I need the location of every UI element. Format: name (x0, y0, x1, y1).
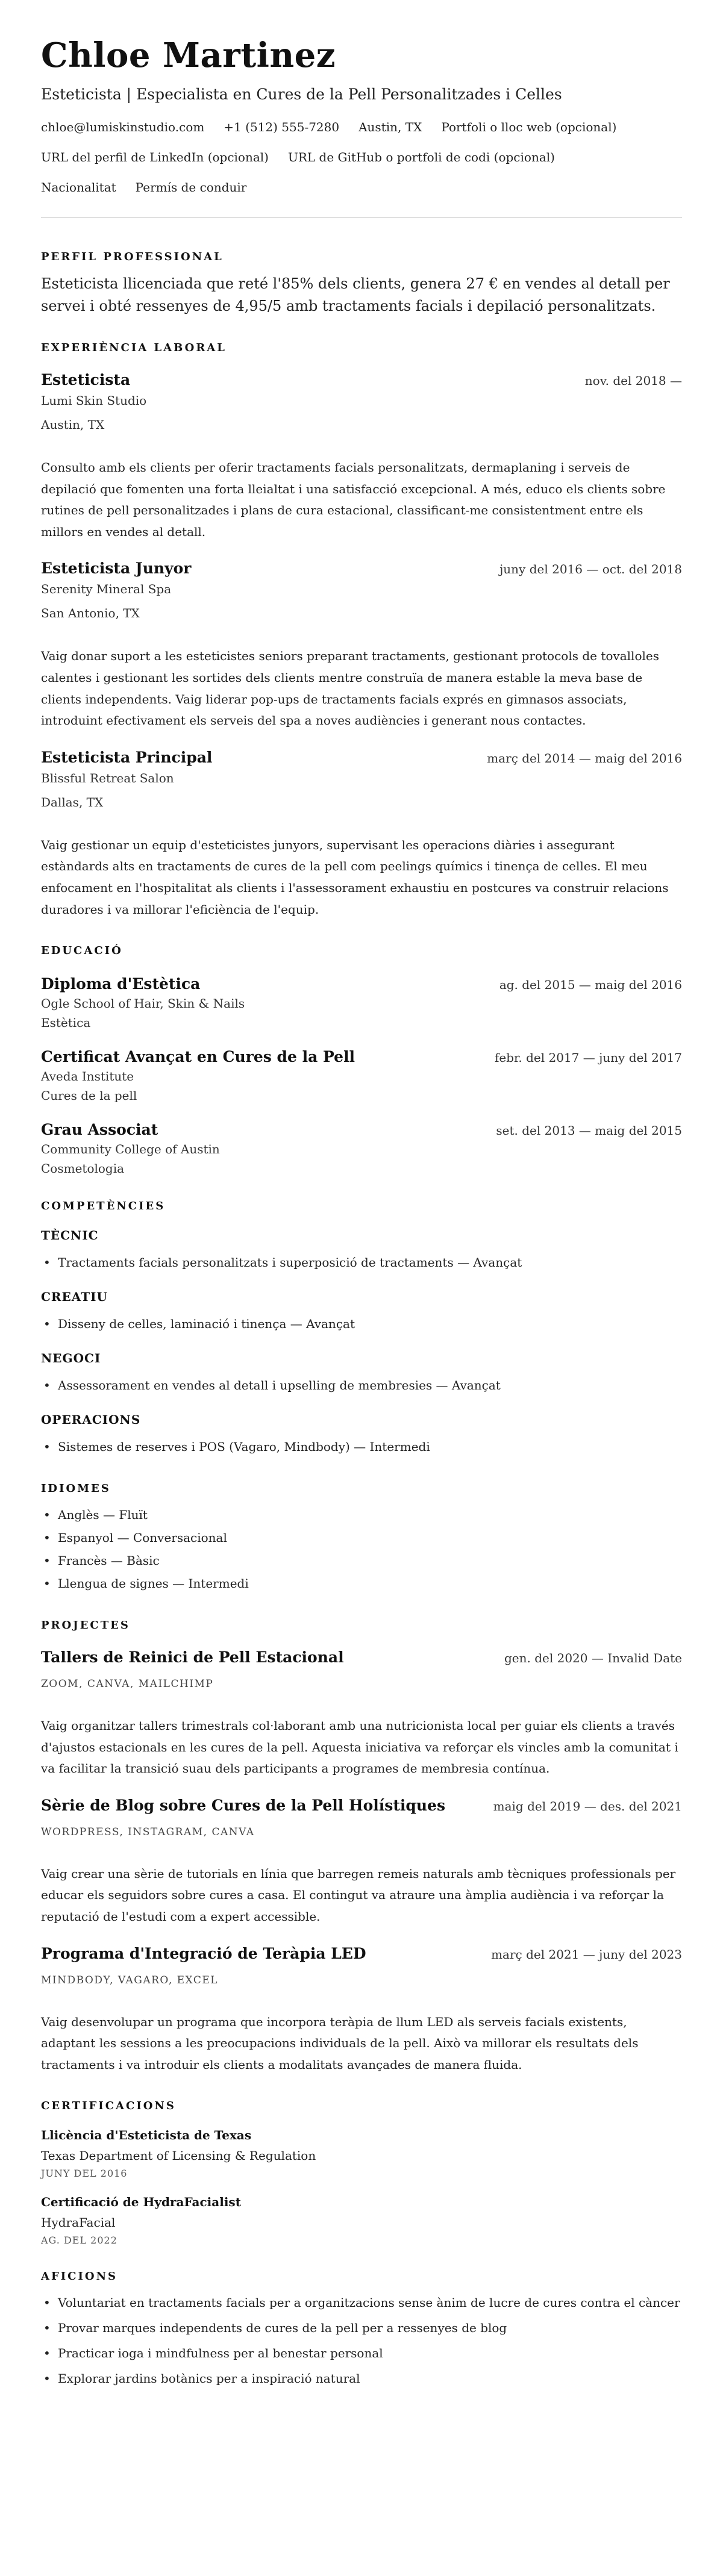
skill-group-title: NEGOCI (41, 1351, 101, 1366)
project-entry (41, 1797, 682, 1928)
field-of-study: Cosmetologia (41, 1161, 125, 1176)
project-entry (41, 1648, 682, 1780)
job-location: San Antonio, TX (41, 606, 140, 621)
section-title: EXPERIÈNCIA LABORAL (41, 341, 227, 354)
job-dates: març del 2014 — maig del 2016 (487, 750, 682, 766)
job-dates: nov. del 2018 — (584, 373, 682, 388)
certification-date: JUNY DEL 2016 (41, 2168, 128, 2180)
education-entry (41, 1121, 682, 1176)
job-description: Vaig gestionar un equip d'esteticistes junyors, supervisant les operacions diàries i assegurant estàndards alts en tractaments de cures de la pell com peelings químics i tinença de celles. El meu enfocament en l'hospitalitat als clients i l'assessorament exhaustiu en postcures va construir relacions duradores i va millorar l'eficiència de l'equip. (41, 837, 669, 917)
header-divider (41, 217, 682, 218)
company-name: Lumi Skin Studio (41, 393, 147, 408)
school-name: Ogle School of Hair, Skin & Nails (41, 996, 245, 1011)
school-name: Community College of Austin (41, 1142, 220, 1157)
nationality-text: Nacionalitat (41, 179, 116, 195)
education-dates: set. del 2013 — maig del 2015 (496, 1123, 682, 1138)
degree-title: Grau Associat (41, 1121, 158, 1139)
linkedin-link[interactable]: URL del perfil de LinkedIn (opcional) (41, 149, 269, 164)
hobby-item: • Practicar ioga i mindfulness per al benestar personal (41, 2342, 682, 2365)
project-tools: WORDPRESS, INSTAGRAM, CANVA (41, 1826, 255, 1838)
section-title: AFICIONS (41, 2270, 118, 2283)
experience-entry (41, 749, 682, 920)
section-title: PROJECTES (41, 1619, 130, 1632)
school-name: Aveda Institute (41, 1069, 134, 1084)
experience-entry (41, 560, 682, 731)
project-entry (41, 1945, 682, 2076)
skill-group-title: OPERACIONS (41, 1412, 141, 1427)
section-title: IDIOMES (41, 1482, 111, 1495)
experience-section (41, 341, 682, 920)
skill-group-title: CREATIU (41, 1290, 108, 1305)
project-dates: març del 2021 — juny del 2023 (491, 1947, 682, 1962)
language-item: • Anglès — Fluït (41, 1503, 682, 1526)
project-description: Vaig organitzar tallers trimestrals col·laborant amb una nutricionista local per guiar els clients a través d'ajustos estacionals en les cures de la pell. Aquesta iniciativa va reforçar els vincles amb la comunitat i va facilitar la transició suau dels participants a programes de membresia contínua. (41, 1718, 678, 1776)
section-title: EDUCACIÓ (41, 944, 123, 958)
field-of-study: Cures de la pell (41, 1088, 137, 1103)
summary-section (41, 251, 682, 317)
project-dates: gen. del 2020 — Invalid Date (504, 1651, 682, 1666)
certification-issuer: HydraFacial (41, 2215, 116, 2230)
hobbies-section (41, 2270, 682, 2390)
project-tools: ZOOM, CANVA, MAILCHIMP (41, 1678, 214, 1691)
skill-item: • Tractaments facials personalitzats i superposició de tractaments — Avançat (41, 1251, 682, 1274)
certifications-section (41, 2100, 682, 2246)
skill-item: • Assessorament en vendes al detall i upselling de membresies — Avançat (41, 1374, 682, 1397)
project-dates: maig del 2019 — des. del 2021 (493, 1798, 682, 1813)
contact-row (41, 179, 682, 196)
certification-entry (41, 2195, 682, 2246)
job-location: Austin, TX (41, 417, 105, 432)
job-description: Vaig donar suport a les esteticistes seniors preparant tractaments, gestionant protocols de tovalloles calentes i gestionant les sortides dels clients mentre construïa de manera estable la meva base de clients independents. Vaig liderar pop-ups de tractaments facials exprés en gimnasos associats, introduint efectivament els serveis del spa a noves audiències i generant nous contactes. (41, 649, 659, 728)
github-link[interactable]: URL de GitHub o portfoli de codi (opcional) (287, 149, 555, 164)
experience-entry (41, 371, 682, 543)
job-title: Esteticista Principal (41, 748, 213, 766)
education-dates: ag. del 2015 — maig del 2016 (499, 978, 682, 993)
candidate-headline: Esteticista | Especialista en Cures de la Pell Personalitzades i Celles (41, 85, 562, 103)
section-title: CERTIFICACIONS (41, 2100, 176, 2113)
contact-row (41, 119, 682, 136)
projects-section (41, 1619, 682, 2075)
portfolio-link[interactable]: Portfoli o lloc web (opcional) (441, 119, 617, 134)
skill-item: • Sistemes de reserves i POS (Vagaro, Mindbody) — Intermedi (41, 1435, 682, 1458)
company-name: Blissful Retreat Salon (41, 770, 174, 785)
candidate-name: Chloe Martinez (41, 36, 336, 75)
project-name: Programa d'Integració de Teràpia LED (41, 1944, 366, 1962)
hobby-item: • Explorar jardins botànics per a inspiració natural (41, 2367, 682, 2390)
project-tools: MINDBODY, VAGARO, EXCEL (41, 1974, 219, 1986)
education-entry (41, 1048, 682, 1103)
skill-group (41, 1290, 682, 1335)
skill-group-title: TÈCNIC (41, 1228, 99, 1243)
skill-item: • Disseny de celles, laminació i tinença — Avançat (41, 1312, 682, 1335)
skill-group (41, 1412, 682, 1458)
certification-issuer: Texas Department of Licensing & Regulation (41, 2148, 316, 2163)
education-section (41, 944, 682, 1176)
languages-section (41, 1482, 682, 1595)
certification-name: Llicència d'Esteticista de Texas (41, 2128, 252, 2143)
location-text: Austin, TX (358, 119, 422, 134)
project-description: Vaig crear una sèrie de tutorials en línia que barregen remeis naturals amb tècniques professionals per educar els seguidors sobre cures a casa. El contingut va atraure una àmplia audiència i va reforçar la reputació de l'estudi com a expert accessible. (41, 1866, 676, 1924)
language-item: • Espanyol — Conversacional (41, 1526, 682, 1549)
email-link[interactable]: chloe@lumiskinstudio.com (41, 119, 205, 134)
certification-entry (41, 2128, 682, 2179)
certification-date: AG. DEL 2022 (41, 2235, 117, 2247)
job-title: Esteticista Junyor (41, 560, 192, 578)
education-entry (41, 975, 682, 1030)
skill-group (41, 1351, 682, 1397)
section-title: PERFIL PROFESSIONAL (41, 250, 224, 263)
project-name: Sèrie de Blog sobre Cures de la Pell Holístiques (41, 1796, 446, 1814)
certification-name: Certificació de HydraFacialist (41, 2195, 241, 2210)
driving-license-text: Permís de conduir (135, 179, 247, 195)
contact-row (41, 149, 682, 166)
job-title: Esteticista (41, 370, 131, 388)
project-description: Vaig desenvolupar un programa que incorpora teràpia de llum LED als serveis facials existents, adaptant les sessions a les preocupacions individuals de la pell. Això va millorar els resultats dels tractaments i va introduir els clients a modalitats avançades de manera fluida. (41, 2014, 639, 2072)
language-item: • Francès — Bàsic (41, 1549, 682, 1572)
phone-text: +1 (512) 555-7280 (224, 119, 340, 134)
hobby-item: • Voluntariat en tractaments facials per a organitzacions sense ànim de lucre de cures contra el càncer (41, 2291, 682, 2314)
job-description: Consulto amb els clients per oferir tractaments facials personalitzats, dermaplaning i serveis de depilació que fomenten una forta lleialtat i una satisfacció excepcional. A més, educo els clients sobre rutines de pell personalitzades i plans de cura estacional, classificant-me consistentment entre els millors en vendes al detall. (41, 460, 666, 539)
field-of-study: Estètica (41, 1015, 91, 1031)
degree-title: Certificat Avançat en Cures de la Pell (41, 1048, 355, 1066)
job-dates: juny del 2016 — oct. del 2018 (499, 562, 682, 577)
project-name: Tallers de Reinici de Pell Estacional (41, 1648, 344, 1667)
section-title: COMPETÈNCIES (41, 1200, 166, 1213)
resume-header (41, 37, 682, 196)
skill-group (41, 1228, 682, 1274)
skills-section (41, 1200, 682, 1458)
company-name: Serenity Mineral Spa (41, 582, 172, 597)
degree-title: Diploma d'Estètica (41, 975, 201, 993)
job-location: Dallas, TX (41, 794, 104, 809)
hobby-item: • Provar marques independents de cures de la pell per a ressenyes de blog (41, 2316, 682, 2339)
summary-text: Esteticista llicenciada que reté l'85% dels clients, genera 27 € en vendes al detall per servei i obté ressenyes de 4,95/5 amb tractaments facials i depilació personalitzats. (41, 275, 670, 314)
education-dates: febr. del 2017 — juny del 2017 (494, 1050, 682, 1065)
language-item: • Llengua de signes — Intermedi (41, 1572, 682, 1595)
